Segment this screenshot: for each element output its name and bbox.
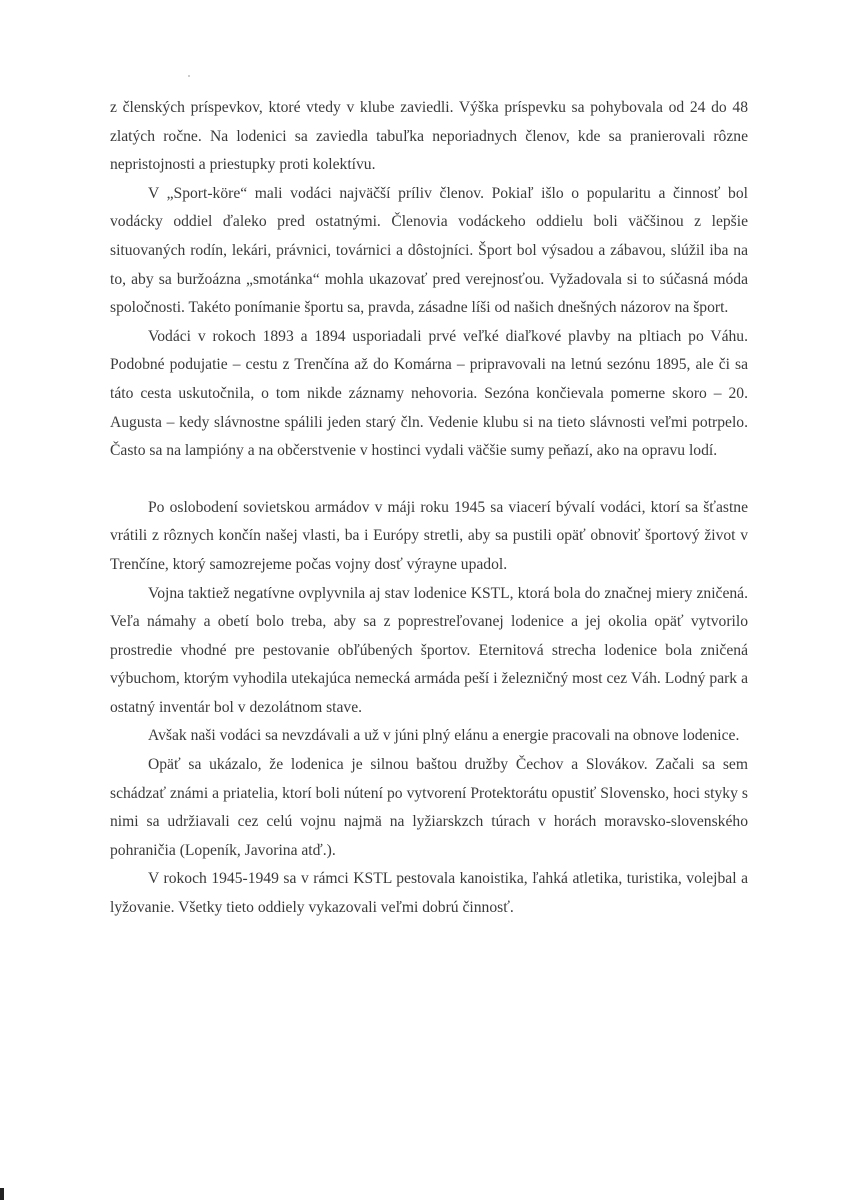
scan-edge-mark xyxy=(0,1188,4,1200)
paragraph-membership-fees: z členských príspevkov, ktoré vtedy v klube zaviedli. Výška príspevku sa pohybovala od 24 do 48 zlatých ročne. Na lodenici sa zaviedla tabuľka neporiadnych členov, kde sa pranierovali rôzne nepristojnosti a priestupky proti kolektívu. xyxy=(110,99,748,174)
paragraph-sports-1945-1949: V rokoch 1945-1949 sa v rámci KSTL pestovala kanoistika, ľahká atletika, turistika, volejbal a lyžovanie. Všetky tieto oddiely vykazovali veľmi dobrú činnosť. xyxy=(110,870,748,917)
paragraph-rebuilding: Avšak naši vodáci sa nevzdávali a už v júni plný elánu a energie pracovali na obnove lodenice. xyxy=(148,727,740,745)
paragraph-sport-kore: V „Sport-köre“ mali vodáci najväčší príliv členov. Pokiaľ išlo o popularitu a činnosť bol vodácky oddiel ďaleko pred ostatnými. Členovia vodáckeho oddielu boli väčšinou z lepšie situovaných rodín, lekári, právnici, továrnici a dôstojníci. Šport bol výsadou a zábavou, slúžil iba na to, aby sa buržoázna „smotánka“ mohla ukazovať pred verejnosťou. Vyžadovala si to súčasná móda spoločnosti. Takéto ponímanie športu sa, pravda, zásadne líši od našich dnešných názorov na šport. xyxy=(110,184,748,317)
paragraph-czech-slovak-friendship: Opäť sa ukázalo, že lodenica je silnou baštou družby Čechov a Slovákov. Začali sa sem schádzať známi a priatelia, ktorí boli nútení po vytvorení Protektorátu opustiť Slovensko, hoci styky s nimi sa udržiavali cez celú vojnu najmä na lyžiarskzch túrach v horách moravsko-slovenského pohraničia (Lopeník, Javorina atď.). xyxy=(110,756,748,859)
scan-speck xyxy=(188,75,190,77)
paragraph-raft-voyages: Vodáci v rokoch 1893 a 1894 usporiadali prvé veľké diaľkové plavby na pltiach po Váhu. Podobné podujatie – cestu z Trenčína až do Komárna – pripravovali na letnú sezónu 1895, ale či sa táto cesta uskutočnila, o tom nikde záznamy nehovoria. Sezóna končievala pomerne skoro – 20. Augusta – kedy slávnostne spálili jeden starý čln. Vedenie klubu si na tieto slávnosti veľmi potrpelo. Často sa na lampióny a na občerstvenie v hostinci vydali väčšie sumy peňazí, ako na opravu lodí. xyxy=(110,327,748,460)
paragraph-war-damage: Vojna taktiež negatívne ovplyvnila aj stav lodenice KSTL, ktorá bola do značnej miery zničená. Veľa námahy a obetí bolo treba, aby sa z poprestreľovanej lodenice a jej okolia opäť vytvorilo prostredie vhodné pre pestovanie obľúbených športov. Eternitová strecha lodenice bola zničená výbuchom, ktorým vyhodila utekajúca nemecká armáda peší i železničný most cez Váh. Lodný park a ostatný inventár bol v dezolátnom stave. xyxy=(110,584,748,716)
body-text xyxy=(110,94,748,923)
paragraph-liberation-1945: Po oslobodení sovietskou armádov v máji roku 1945 sa viacerí bývalí vodáci, ktorí sa šťastne vrátili z rôznych končín našej vlasti, ba i Európy stretli, aby sa pustili opäť obnoviť športový život v Trenčíne, ktorý samozrejeme počas vojny dosť výrayne upadol. xyxy=(110,498,748,573)
